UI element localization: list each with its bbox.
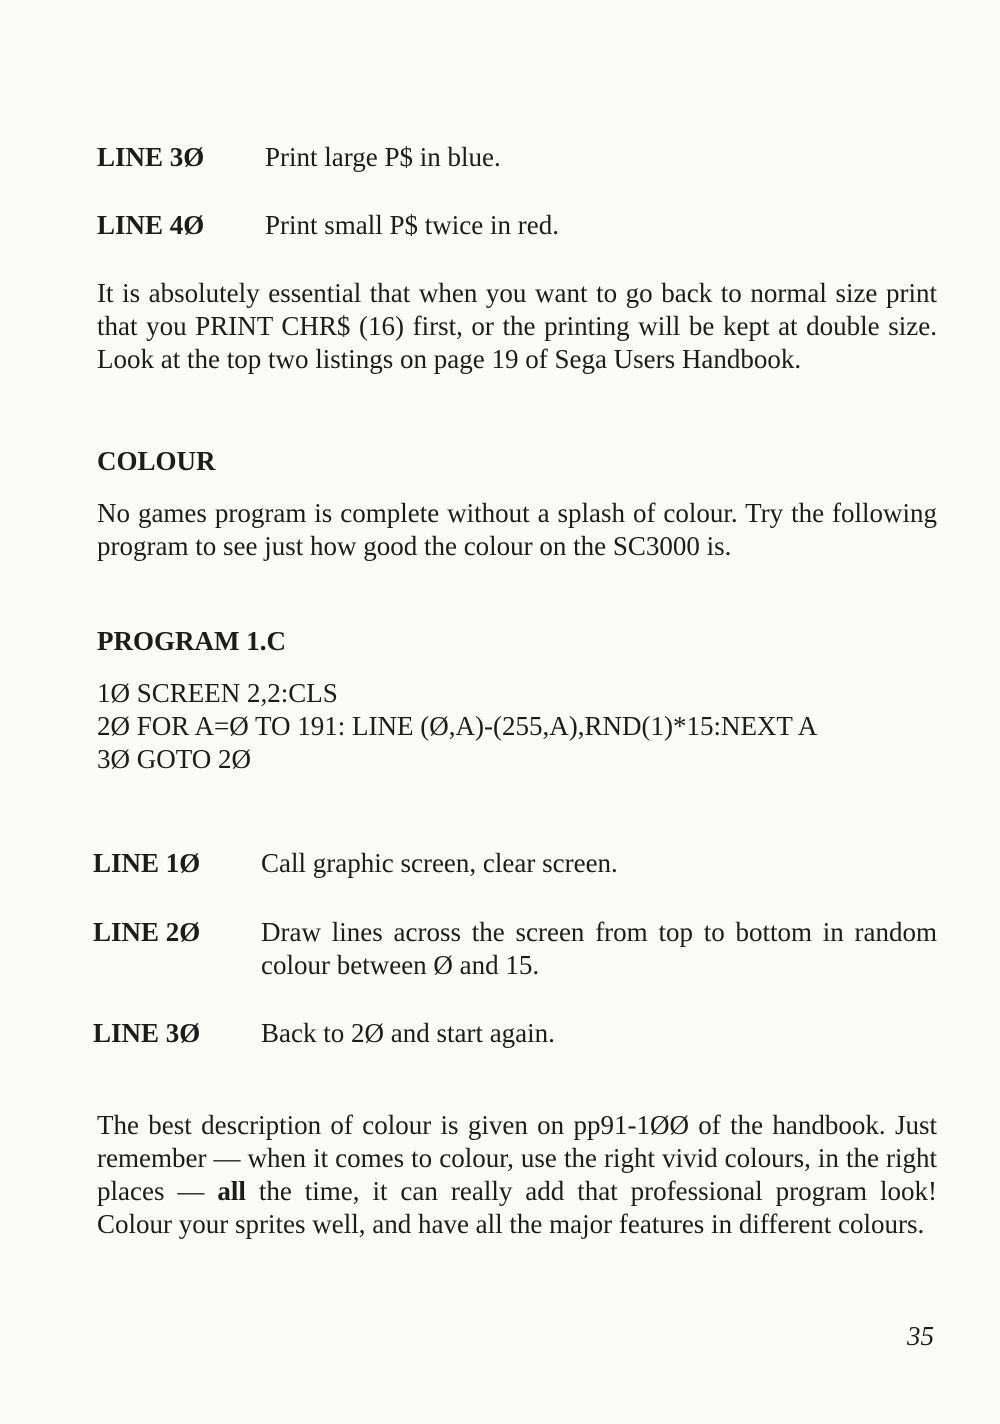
program-line: 3Ø GOTO 2Ø (97, 744, 251, 774)
colour-heading: COLOUR (97, 446, 216, 476)
line-description: Back to 2Ø and start again. (261, 1018, 555, 1048)
advice-text-end: the time, it can really add that professional program look! Colour your sprites well, and have all the major features in different colours. (97, 1176, 937, 1239)
program-line: 1Ø SCREEN 2,2:CLS (97, 678, 338, 708)
line-label: LINE 3Ø (93, 1018, 201, 1048)
paragraph-colour-intro: No games program is complete without a splash of colour. Try the following program to see just how good the colour on the SC3000 is. (97, 498, 937, 561)
line-label: LINE 1Ø (93, 848, 201, 878)
line-description: Print large P$ in blue. (265, 142, 501, 172)
line-30-entry (97, 141, 501, 174)
advice-emphasis: all (217, 1176, 246, 1206)
program-line: 2Ø FOR A=Ø TO 191: LINE (Ø,A)-(255,A),RND(1)*15:NEXT A (97, 711, 818, 741)
page-number: 35 (907, 1321, 934, 1351)
program-heading: PROGRAM 1.C (97, 626, 286, 656)
line-label: LINE 4Ø (97, 210, 205, 240)
line-label: LINE 2Ø (93, 917, 201, 947)
line-label: LINE 3Ø (97, 142, 205, 172)
program-listing (97, 677, 937, 776)
line-description: Draw lines across the screen from top to bottom in random colour between Ø and 15. (261, 917, 937, 980)
paragraph-colour-advice (97, 1109, 937, 1241)
line-description: Print small P$ twice in red. (265, 210, 559, 240)
line-20-entry (93, 916, 937, 982)
line-40-entry (97, 209, 559, 242)
line-30-entry-b (93, 1017, 555, 1050)
paragraph-print-size: It is absolutely essential that when you want to go back to normal size print that you PRINT CHR$ (16) first, or the printing will be kept at double size. Look at the top two listings on page 19 of Sega Users Handbook. (97, 278, 937, 374)
line-description: Call graphic screen, clear screen. (261, 848, 618, 878)
line-10-entry (93, 847, 618, 880)
advice-text-start: The best description of colour is given on pp91-1ØØ of the handbook. Just remember — when it comes to colour, use the right vivid colours, in the right places — (97, 1110, 937, 1206)
